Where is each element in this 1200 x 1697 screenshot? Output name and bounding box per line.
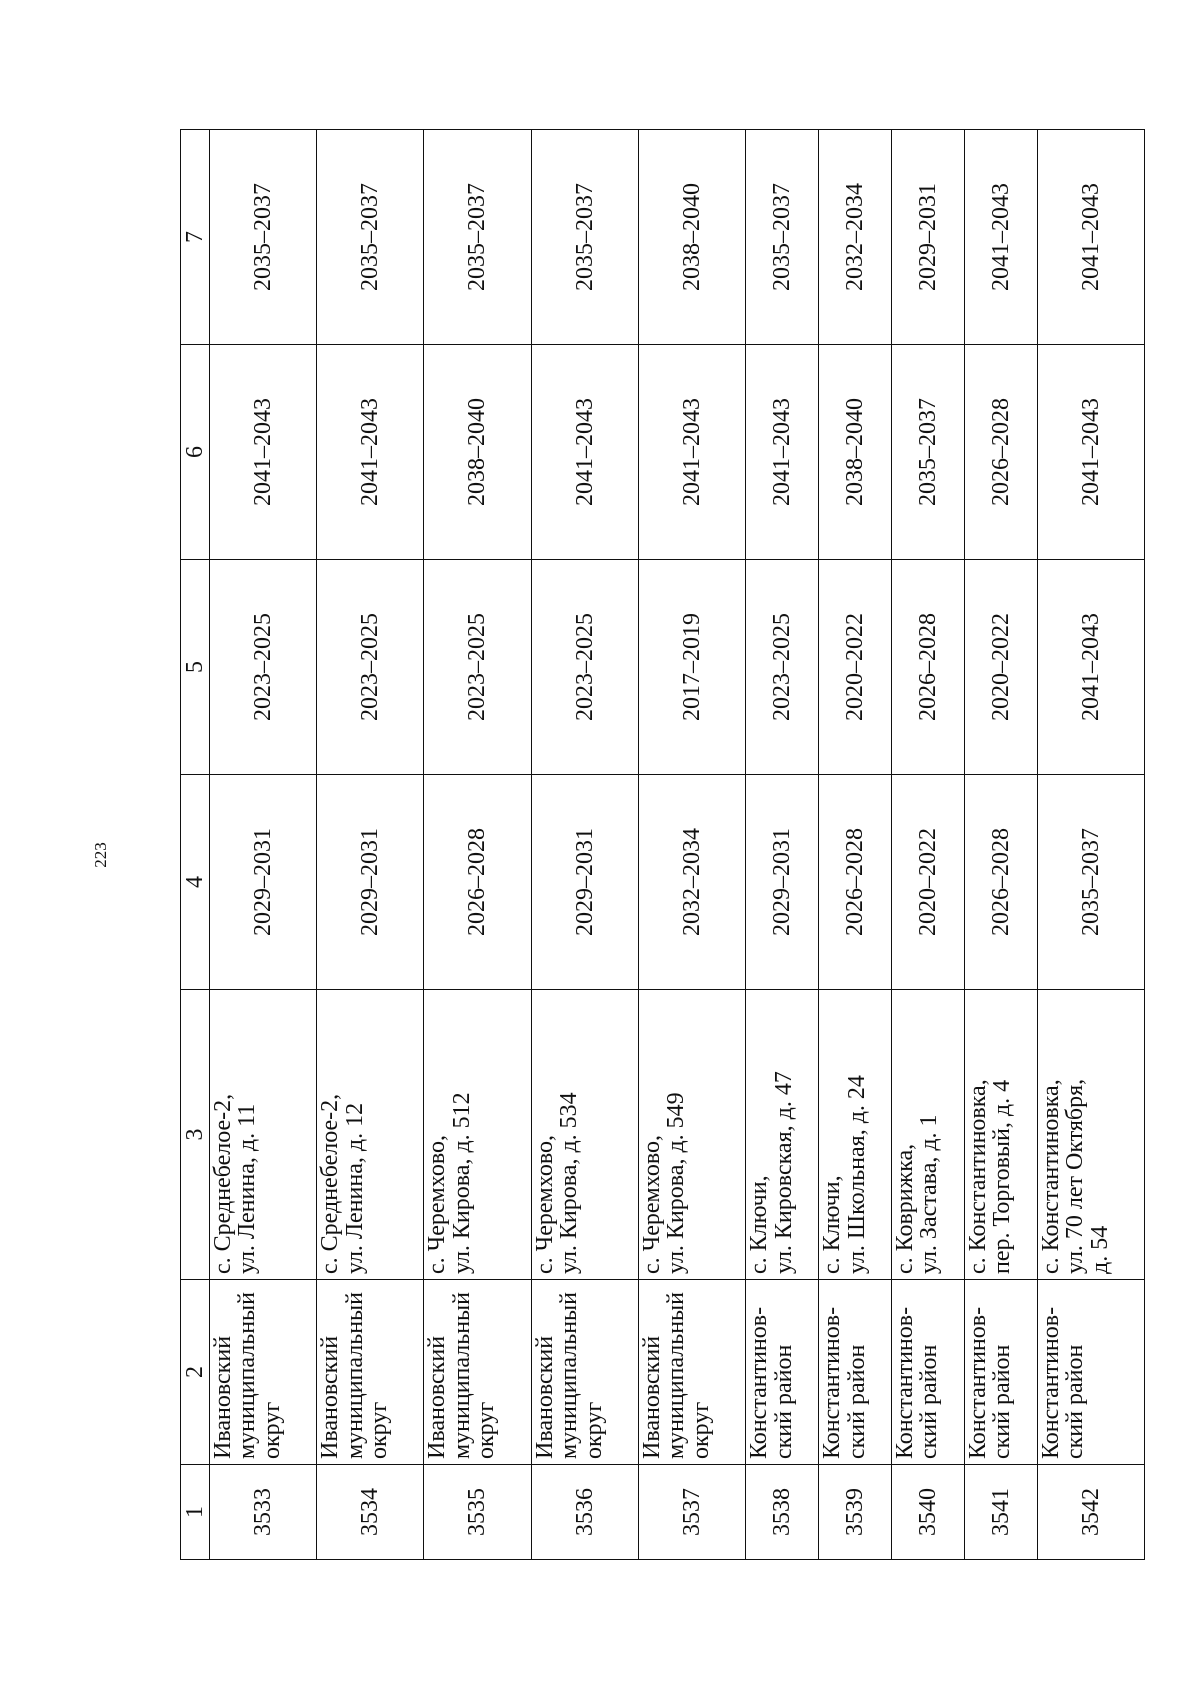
address-cell — [964, 990, 1037, 1280]
period-cell-col7: 2035–2037 — [746, 130, 819, 345]
record-number-cell: 3541 — [964, 1465, 1037, 1560]
address-line: д. 54 — [1086, 1225, 1113, 1274]
address-line: с. Ключи, — [746, 1175, 773, 1274]
address-cell — [531, 990, 638, 1280]
period-cell-col5: 2020–2022 — [819, 560, 892, 775]
period-cell-col7: 2038–2040 — [638, 130, 745, 345]
period-cell-col5: 2023–2025 — [531, 560, 638, 775]
table-row — [891, 130, 964, 1560]
period-cell-col7: 2035–2037 — [210, 130, 317, 345]
period-cell-col7: 2029–2031 — [891, 130, 964, 345]
address-line: с. Среднебелое-2, — [210, 1093, 236, 1274]
municipality-cell: Константинов-ский район — [1037, 1280, 1144, 1465]
rotated-table-frame — [180, 130, 1145, 1560]
municipality-cell: Ивановский муниципальный округ — [638, 1280, 745, 1465]
period-cell-col5: 2026–2028 — [891, 560, 964, 775]
period-cell-col6: 2038–2040 — [819, 345, 892, 560]
period-cell-col6: 2041–2043 — [1037, 345, 1144, 560]
address-cell — [210, 990, 317, 1280]
record-number-cell: 3535 — [424, 1465, 531, 1560]
column-header-4: 4 — [181, 775, 210, 990]
address-line: с. Константиновка, — [1037, 1079, 1064, 1274]
address-cell — [424, 990, 531, 1280]
address-cell — [891, 990, 964, 1280]
column-header-6: 6 — [181, 345, 210, 560]
column-header-7: 7 — [181, 130, 210, 345]
housing-repair-table — [180, 129, 1145, 1560]
address-line: с. Константиновка, — [964, 1079, 991, 1274]
period-cell-col6: 2041–2043 — [746, 345, 819, 560]
address-cell — [317, 990, 424, 1280]
record-number-cell: 3542 — [1037, 1465, 1144, 1560]
column-header-3: 3 — [181, 990, 210, 1280]
address-line: ул. Ленина, д. 12 — [341, 1102, 368, 1274]
page-number-text: 223 — [91, 842, 110, 868]
table-row — [531, 130, 638, 1560]
period-cell-col6: 2035–2037 — [891, 345, 964, 560]
period-cell-col7: 2041–2043 — [964, 130, 1037, 345]
period-cell-col4: 2029–2031 — [317, 775, 424, 990]
address-line: ул. Кирова, д. 512 — [448, 1092, 475, 1274]
page-number — [86, 835, 116, 875]
address-line: ул. Ленина, д. 11 — [234, 1103, 261, 1274]
period-cell-col5: 2023–2025 — [746, 560, 819, 775]
address-line: ул. Школьная, д. 24 — [843, 1075, 870, 1274]
period-cell-col7: 2032–2034 — [819, 130, 892, 345]
address-line: ул. 70 лет Октября, — [1062, 1078, 1089, 1274]
table-row — [964, 130, 1037, 1560]
address-line: с. Черемхово, — [531, 1135, 558, 1274]
period-cell-col7: 2035–2037 — [531, 130, 638, 345]
address-line: пер. Торговый, д. 4 — [989, 1079, 1016, 1274]
record-number-cell: 3536 — [531, 1465, 638, 1560]
period-cell-col4: 2026–2028 — [819, 775, 892, 990]
municipality-cell: Ивановский муниципальный округ — [531, 1280, 638, 1465]
header-row — [181, 130, 210, 1560]
table-row — [424, 130, 531, 1560]
column-header-1: 1 — [181, 1465, 210, 1560]
column-header-5: 5 — [181, 560, 210, 775]
record-number-cell: 3539 — [819, 1465, 892, 1560]
address-line: с. Черемхово, — [638, 1135, 665, 1274]
municipality-cell: Ивановский муниципальный округ — [317, 1280, 424, 1465]
address-line: с. Среднебелое-2, — [317, 1093, 344, 1274]
record-number-cell: 3538 — [746, 1465, 819, 1560]
period-cell-col4: 2029–2031 — [210, 775, 317, 990]
table-row — [638, 130, 745, 1560]
table-row — [1037, 130, 1144, 1560]
period-cell-col5: 2023–2025 — [210, 560, 317, 775]
period-cell-col4: 2029–2031 — [746, 775, 819, 990]
address-line: с. Черемхово, — [424, 1135, 451, 1274]
address-line: с. Ключи, — [819, 1175, 846, 1274]
municipality-cell: Константинов-ский район — [746, 1280, 819, 1465]
period-cell-col5: 2023–2025 — [424, 560, 531, 775]
table-body — [210, 130, 1145, 1560]
municipality-cell: Константинов-ский район — [819, 1280, 892, 1465]
period-cell-col6: 2026–2028 — [964, 345, 1037, 560]
period-cell-col5: 2017–2019 — [638, 560, 745, 775]
address-line: ул. Кирова, д. 534 — [556, 1092, 583, 1274]
table-row — [746, 130, 819, 1560]
period-cell-col4: 2020–2022 — [891, 775, 964, 990]
municipality-cell: Константинов-ский район — [891, 1280, 964, 1465]
address-line: ул. Кировская, д. 47 — [770, 1071, 797, 1274]
period-cell-col4: 2026–2028 — [964, 775, 1037, 990]
table-row — [819, 130, 892, 1560]
period-cell-col5: 2020–2022 — [964, 560, 1037, 775]
table-row — [317, 130, 424, 1560]
record-number-cell: 3537 — [638, 1465, 745, 1560]
municipality-cell: Ивановский муниципальный округ — [424, 1280, 531, 1465]
address-line: ул. Кирова, д. 549 — [663, 1092, 690, 1274]
period-cell-col6: 2038–2040 — [424, 345, 531, 560]
period-cell-col7: 2041–2043 — [1037, 130, 1144, 345]
period-cell-col4: 2032–2034 — [638, 775, 745, 990]
period-cell-col7: 2035–2037 — [424, 130, 531, 345]
period-cell-col5: 2023–2025 — [317, 560, 424, 775]
column-header-2: 2 — [181, 1280, 210, 1465]
municipality-cell: Константинов-ский район — [964, 1280, 1037, 1465]
address-line: с. Коврижка, — [891, 1143, 918, 1274]
municipality-cell: Ивановский муниципальный округ — [210, 1280, 317, 1465]
record-number-cell: 3534 — [317, 1465, 424, 1560]
period-cell-col6: 2041–2043 — [638, 345, 745, 560]
table-row — [210, 130, 317, 1560]
period-cell-col5: 2041–2043 — [1037, 560, 1144, 775]
period-cell-col7: 2035–2037 — [317, 130, 424, 345]
period-cell-col4: 2026–2028 — [424, 775, 531, 990]
period-cell-col4: 2029–2031 — [531, 775, 638, 990]
address-cell — [819, 990, 892, 1280]
period-cell-col6: 2041–2043 — [531, 345, 638, 560]
period-cell-col6: 2041–2043 — [317, 345, 424, 560]
period-cell-col6: 2041–2043 — [210, 345, 317, 560]
period-cell-col4: 2035–2037 — [1037, 775, 1144, 990]
record-number-cell: 3533 — [210, 1465, 317, 1560]
address-line: ул. Застава, д. 1 — [916, 1114, 943, 1274]
record-number-cell: 3540 — [891, 1465, 964, 1560]
address-cell — [638, 990, 745, 1280]
address-cell — [746, 990, 819, 1280]
address-cell — [1037, 990, 1144, 1280]
